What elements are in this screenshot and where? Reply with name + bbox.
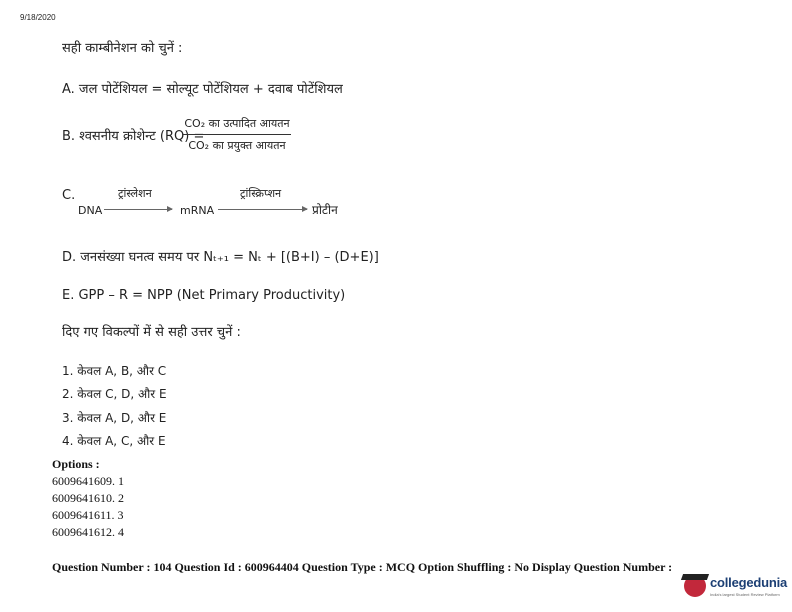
graduation-cap-icon bbox=[681, 574, 709, 580]
statement-c-label: C. bbox=[62, 188, 76, 203]
flow-arrow-2 bbox=[218, 209, 307, 210]
statement-b-label: B. श्वसनीय क्रोशेन्ट (RQ) = bbox=[62, 129, 205, 144]
statement-a: A. जल पोटेंशियल = सोल्यूट पोटेंशियल + दवाब पोटेंशियल bbox=[62, 82, 343, 97]
flow-step-1-label: ट्रांस्लेशन bbox=[118, 187, 152, 200]
flow-dna: DNA bbox=[78, 204, 103, 217]
question-meta: Question Number : 104 Question Id : 600964404 Question Type : MCQ Option Shuffling : No Display Question Number : bbox=[52, 560, 673, 574]
question-prompt: सही काम्बीनेशन को चुनें : bbox=[62, 41, 183, 56]
logo-tagline: India's largest Student Review Platform bbox=[710, 592, 780, 597]
flow-arrow-1 bbox=[104, 209, 172, 210]
choice-2: 2. केवल C, D, और E bbox=[62, 387, 167, 401]
rq-numerator: CO₂ का उत्पादित आयतन bbox=[183, 116, 291, 135]
flow-mrna: mRNA bbox=[180, 204, 215, 217]
option-item-2: 6009641610. 2 bbox=[52, 491, 124, 505]
options-title: Options : bbox=[52, 457, 100, 471]
rq-denominator: CO₂ का प्रयुक्त आयतन bbox=[188, 139, 286, 152]
rq-fraction bbox=[183, 116, 291, 153]
flow-protein: प्रोटीन bbox=[312, 203, 338, 217]
logo-name: collegedunia bbox=[710, 575, 788, 590]
statement-e: E. GPP – R = NPP (Net Primary Productivity) bbox=[62, 288, 346, 303]
instruction: दिए गए विकल्पों में से सही उत्तर चुनें : bbox=[62, 325, 241, 340]
statement-d: D. जनसंख्या घनत्व समय पर Nₜ₊₁ = Nₜ + [(B+I) – (D+E)] bbox=[62, 250, 379, 265]
choice-1: 1. केवल A, B, और C bbox=[62, 364, 167, 378]
flow-step-2-label: ट्रांस्क्रिप्शन bbox=[240, 187, 282, 200]
option-item-4: 6009641612. 4 bbox=[52, 525, 124, 539]
print-date: 9/18/2020 bbox=[20, 13, 56, 22]
collegedunia-logo bbox=[682, 573, 786, 603]
option-item-3: 6009641611. 3 bbox=[52, 508, 124, 522]
choice-3: 3. केवल A, D, और E bbox=[62, 411, 167, 425]
choice-4: 4. केवल A, C, और E bbox=[62, 434, 166, 448]
option-item-1: 6009641609. 1 bbox=[52, 474, 124, 488]
